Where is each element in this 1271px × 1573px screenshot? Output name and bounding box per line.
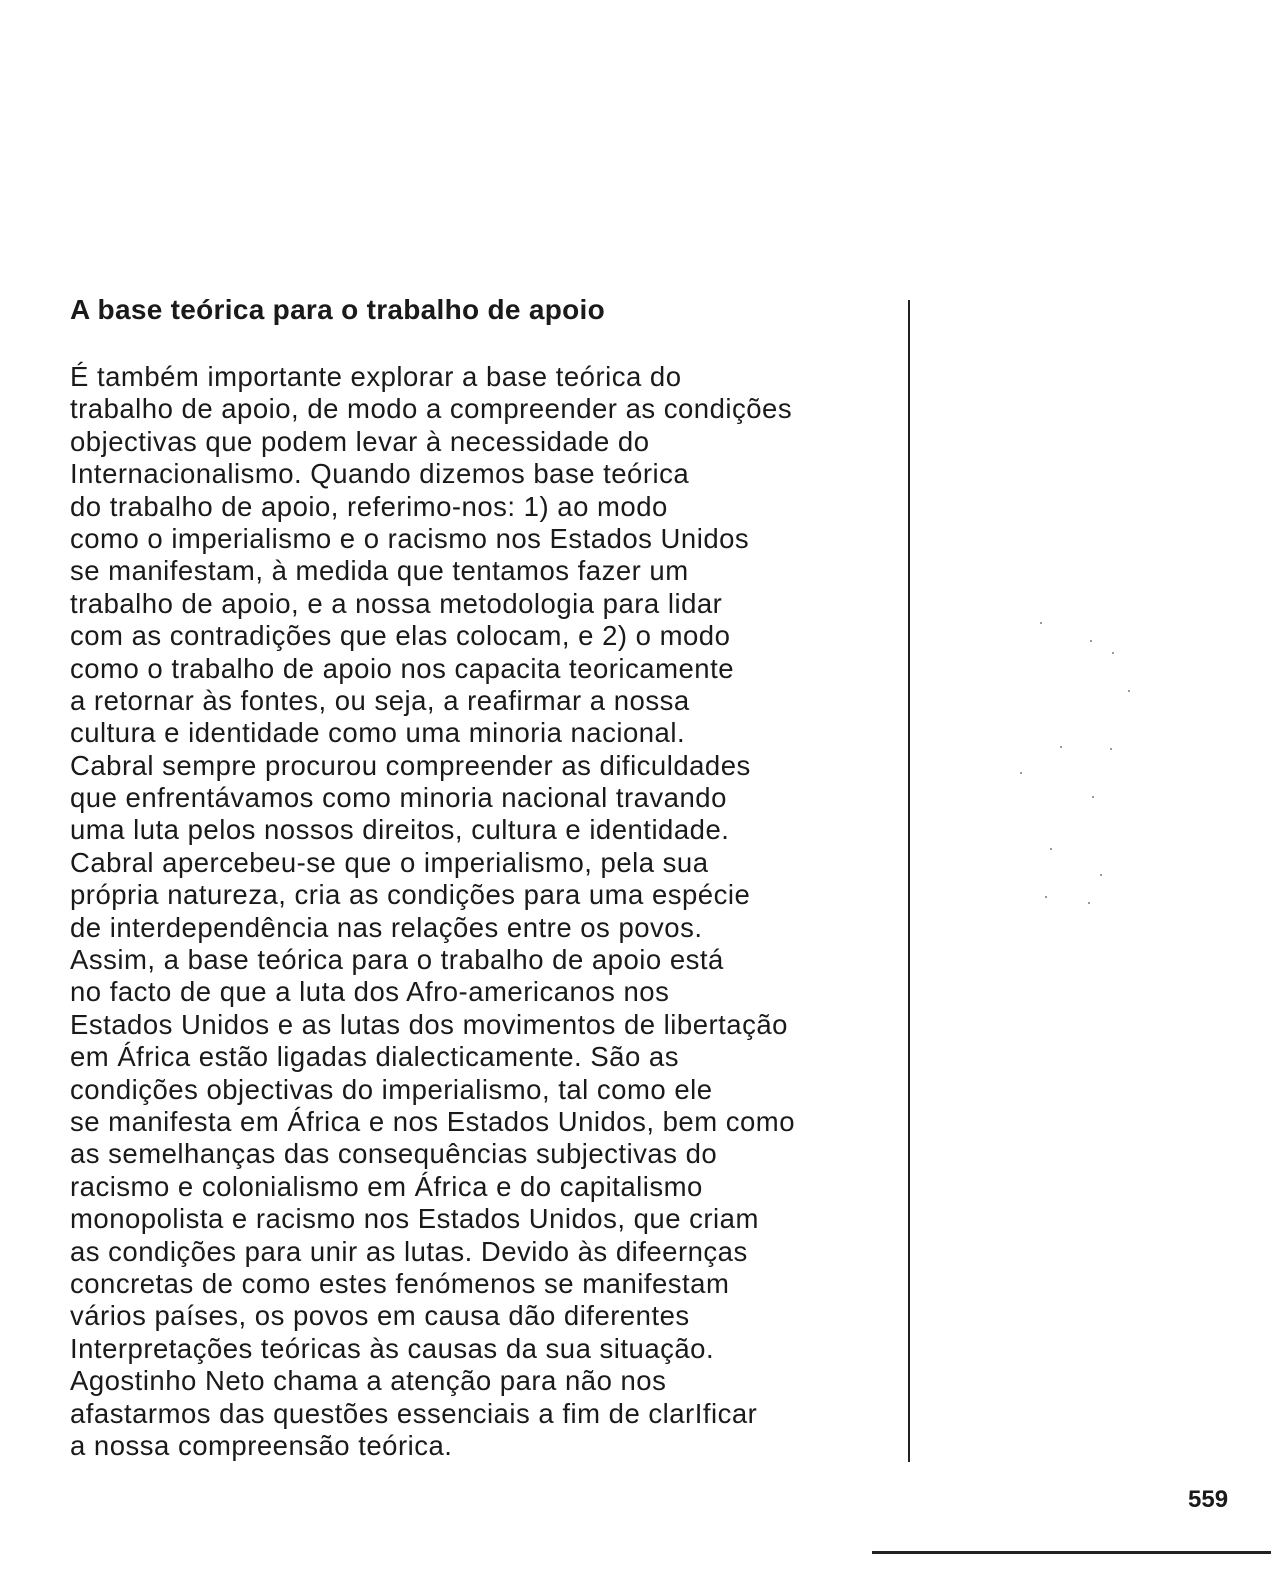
paragraph-line: concretas de como estes fenómenos se manifestam [70, 1267, 730, 1299]
paragraph-line: Interpretações teóricas às causas da sua situação. [70, 1332, 715, 1364]
paragraph-line: do trabalho de apoio, referimo-nos: 1) ao modo [70, 490, 668, 522]
paragraph-line: de interdependência nas relações entre os povos. [70, 911, 703, 943]
paragraph-line: como o imperialismo e o racismo nos Estados Unidos [70, 522, 750, 554]
paragraph-line: própria natureza, cria as condições para uma espécie [70, 879, 751, 911]
paragraph-line: trabalho de apoio, e a nossa metodologia para lidar [70, 587, 723, 619]
paragraph-line: se manifestam, à medida que tentamos fazer um [70, 555, 689, 587]
paragraph-line: como o trabalho de apoio nos capacita teoricamente [70, 652, 735, 684]
paragraph-line: que enfrentávamos como minoria nacional travando [70, 782, 727, 814]
paragraph-line: vários países, os povos em causa dão diferentes [70, 1300, 690, 1332]
paragraph-line: no facto de que a luta dos Afro-americanos nos [70, 976, 670, 1008]
paragraph-line: condições objectivas do imperialismo, tal como ele [70, 1073, 713, 1105]
section-heading: A base teórica para o trabalho de apoio [70, 294, 606, 325]
bottom-horizontal-rule [872, 1551, 1271, 1554]
paragraph-line: as semelhanças das consequências subjectivas do [70, 1138, 718, 1170]
page-number: 559 [1188, 1486, 1229, 1513]
paragraph-line: se manifesta em África e nos Estados Unidos, bem como [70, 1105, 796, 1137]
paragraph-line: uma luta pelos nossos direitos, cultura e identidade. [70, 814, 730, 846]
paragraph-line: Internacionalismo. Quando dizemos base teórica [70, 458, 690, 490]
paragraph-line: trabalho de apoio, de modo a compreender as condições [70, 393, 793, 425]
paragraph-line: racismo e colonialismo em África e do capitalismo [70, 1170, 703, 1202]
paragraph-line: cultura e identidade como uma minoria nacional. [70, 717, 686, 749]
paragraph-line: em África estão ligadas dialecticamente. São as [70, 1041, 679, 1073]
paragraph-line: a nossa compreensão teórica. [70, 1429, 453, 1461]
paragraph-line: Assim, a base teórica para o trabalho de apoio está [70, 944, 724, 976]
body-paragraph [70, 361, 910, 1462]
paragraph-line: Cabral sempre procurou compreender as dificuldades [70, 749, 751, 781]
paragraph-line: É também importante explorar a base teórica do [70, 361, 682, 392]
paragraph-line: objectivas que podem levar à necessidade do [70, 425, 650, 457]
paragraph-line: com as contradições que elas colocam, e 2) o modo [70, 620, 731, 652]
paragraph-line: a retornar às fontes, ou seja, a reafirmar a nossa [70, 684, 690, 716]
margin-vertical-rule [908, 300, 910, 1462]
paragraph-line: as condições para unir as lutas. Devido às difeernças [70, 1235, 748, 1267]
paragraph-line: Estados Unidos e as lutas dos movimentos de libertação [70, 1008, 788, 1040]
paragraph-line: Agostinho Neto chama a atenção para não nos [70, 1365, 667, 1397]
paragraph-line: monopolista e racismo nos Estados Unidos, que criam [70, 1203, 759, 1235]
paragraph-line: afastarmos das questões essenciais a fim de clarIficar [70, 1397, 758, 1429]
paragraph-line: Cabral apercebeu-se que o imperialismo, pela sua [70, 846, 709, 878]
